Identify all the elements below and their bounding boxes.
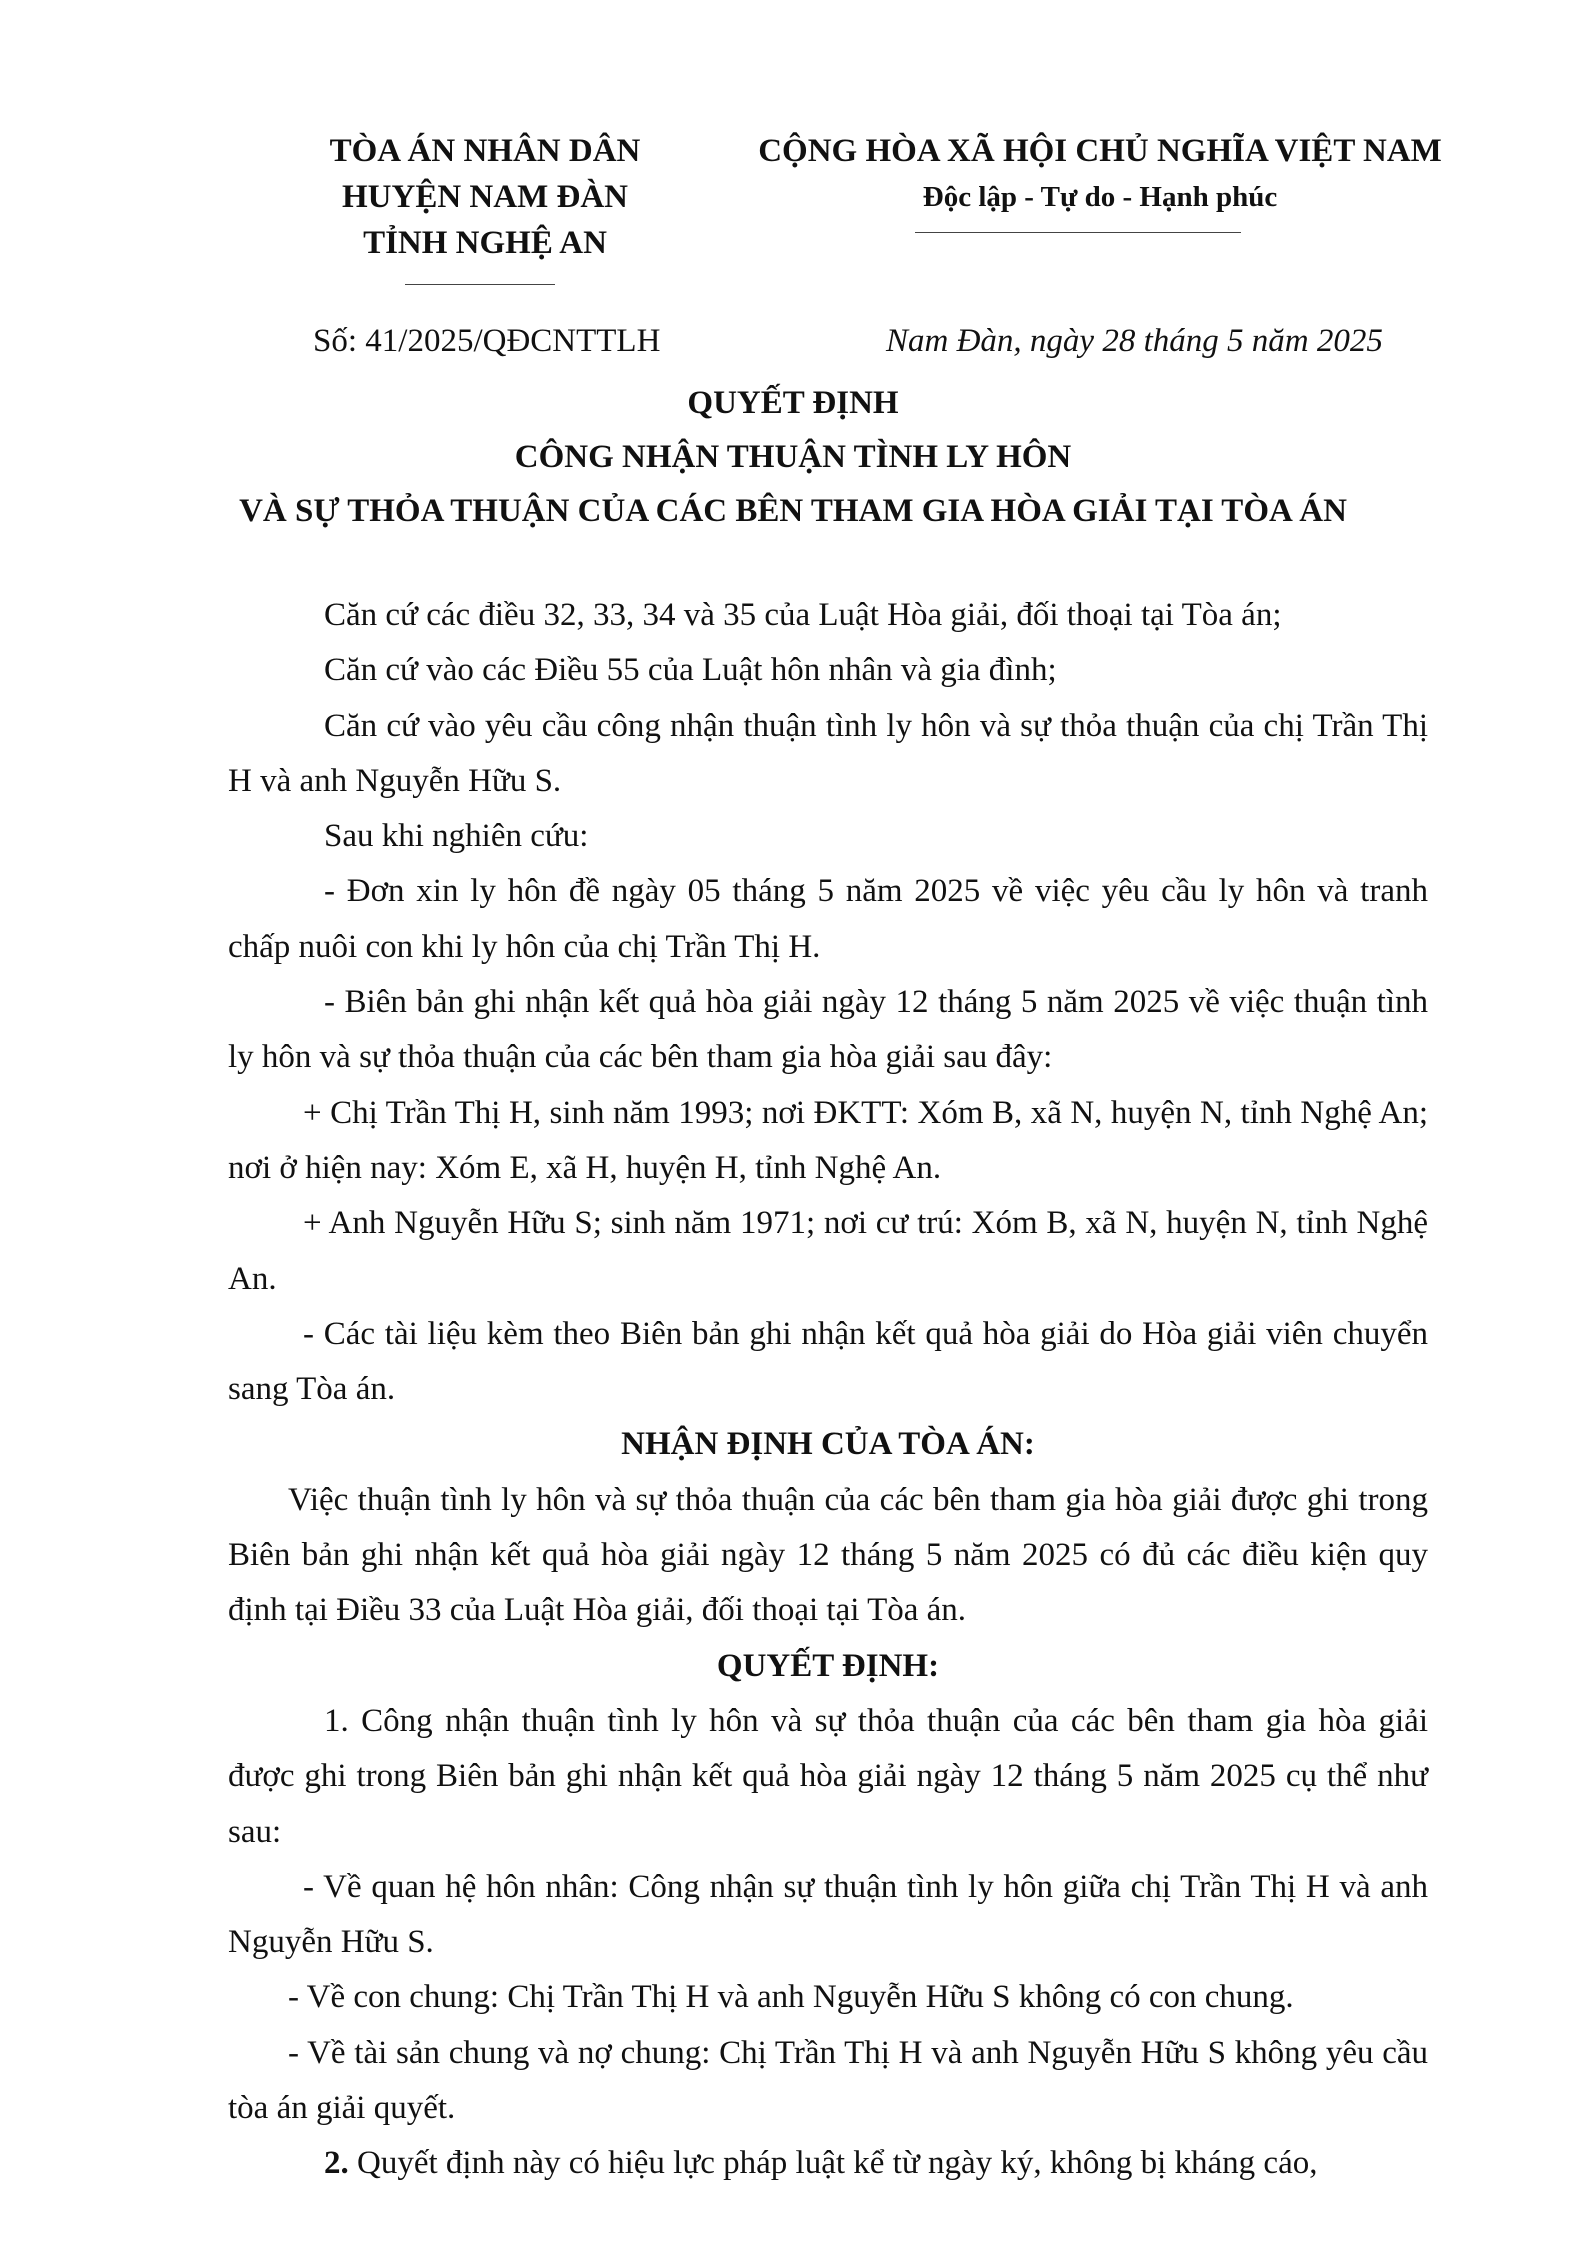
decision-children: - Về con chung: Chị Trần Thị H và anh Nguyễn Hữu S không có con chung. (288, 1979, 1294, 2016)
review-item-petition: - Đơn xin ly hôn đề ngày 05 tháng 5 năm 2025 về việc yêu cầu ly hôn và tranh chấp nuôi con khi ly hôn của chị Trần Thị H. (228, 873, 1428, 965)
state-name: CỘNG HÒA XÃ HỘI CHỦ NGHĨA VIỆT NAM (758, 133, 1442, 169)
legal-basis-1: Căn cứ các điều 32, 33, 34 và 35 của Luật Hòa giải, đối thoại tại Tòa án; (324, 597, 1282, 633)
document-body (228, 588, 1428, 2192)
decision-item-2-number: 2. (324, 2145, 349, 2182)
state-underline (915, 232, 1241, 233)
document-number: Số: 41/2025/QĐCNTTLH (313, 323, 661, 359)
decision-marriage: - Về quan hệ hôn nhân: Công nhận sự thuận tình ly hôn giữa chị Trần Thị H và anh Nguyễn Hữu S. (228, 1868, 1428, 1961)
court-underline (405, 284, 555, 285)
legal-basis-2: Căn cứ vào các Điều 55 của Luật hôn nhân và gia đình; (324, 652, 1057, 689)
decision-item-1: 1. Công nhận thuận tình ly hôn và sự thỏa thuận của các bên tham gia hòa giải được ghi trong Biên bản ghi nhận kết quả hòa giải ngày 12 tháng 5 năm 2025 cụ thể như sau: (228, 1702, 1428, 1850)
party-2: + Anh Nguyễn Hữu S; sinh năm 1971; nơi cư trú: Xóm B, xã N, huyện N, tỉnh Nghệ An. (228, 1205, 1428, 1297)
decision-title: QUYẾT ĐỊNH (687, 385, 899, 421)
court-name-line3: TỈNH NGHỆ AN (363, 225, 607, 261)
decision-item-2-text: Quyết định này có hiệu lực pháp luật kể từ ngày ký, không bị kháng cáo, (348, 2145, 1318, 2182)
party-1: + Chị Trần Thị H, sinh năm 1993; nơi ĐKTT: Xóm B, xã N, huyện N, tỉnh Nghệ An; nơi ở hiện nay: Xóm E, xã H, huyện H, tỉnh Nghệ An. (228, 1094, 1428, 1186)
state-motto: Độc lập - Tự do - Hạnh phúc (922, 181, 1278, 213)
court-name-line2: HUYỆN NAM ĐÀN (342, 179, 628, 215)
court-assessment-text: Việc thuận tình ly hôn và sự thỏa thuận của các bên tham gia hòa giải được ghi trong Biên bản ghi nhận kết quả hòa giải ngày 12 tháng 5 năm 2025 có đủ các điều kiện quy định tại Điều 33 của Luật Hòa giải, đối thoại tại Tòa án. (228, 1481, 1428, 1629)
court-name-line1: TÒA ÁN NHÂN DÂN (329, 133, 641, 169)
decision-subtitle-line2: VÀ SỰ THỎA THUẬN CỦA CÁC BÊN THAM GIA HÒA GIẢI TẠI TÒA ÁN (239, 493, 1347, 529)
review-item-minutes: - Biên bản ghi nhận kết quả hòa giải ngày 12 tháng 5 năm 2025 về việc thuận tình ly hôn và sự thỏa thuận của các bên tham gia hòa giải sau đây: (228, 984, 1428, 1076)
after-review: Sau khi nghiên cứu: (324, 818, 589, 855)
decision-property: - Về tài sản chung và nợ chung: Chị Trần Thị H và anh Nguyễn Hữu S không yêu cầu tòa án giải quyết. (228, 2034, 1428, 2127)
place-date: Nam Đàn, ngày 28 tháng 5 năm 2025 (886, 323, 1383, 359)
legal-basis-3: Căn cứ vào yêu cầu công nhận thuận tình ly hôn và sự thỏa thuận của chị Trần Thị H và anh Nguyễn Hữu S. (228, 707, 1428, 799)
section-heading-decision: QUYẾT ĐỊNH: (716, 1647, 940, 1684)
decision-item-2 (228, 2136, 1428, 2191)
review-item-documents: - Các tài liệu kèm theo Biên bản ghi nhận kết quả hòa giải do Hòa giải viên chuyển sang Tòa án. (228, 1315, 1428, 1408)
section-heading-court-assessment: NHẬN ĐỊNH CỦA TÒA ÁN: (621, 1426, 1035, 1463)
decision-subtitle-line1: CÔNG NHẬN THUẬN TÌNH LY HÔN (514, 439, 1072, 475)
